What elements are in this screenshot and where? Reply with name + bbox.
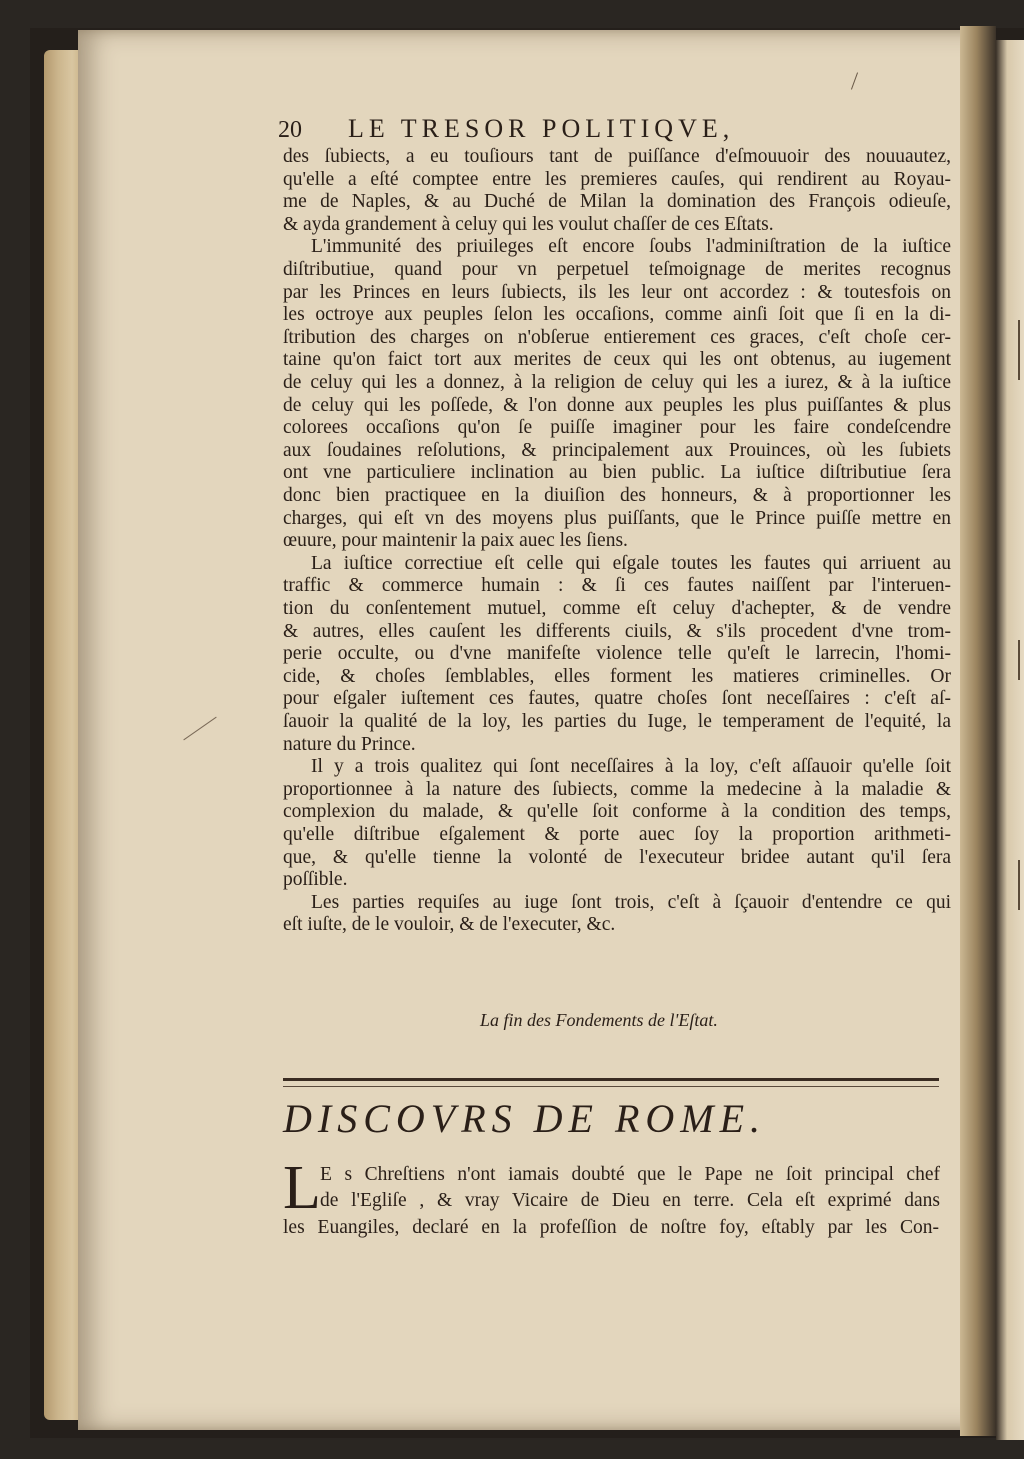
text-line: qu'elle a eſté comptee entre les premieres cauſes, qui rendirent au Royau- xyxy=(283,168,951,190)
text-line: que, & qu'elle tienne la volonté de l'executeur bridee autant qu'il ſera xyxy=(283,846,951,868)
section-title: DISCOVRS DE ROME. xyxy=(283,1096,767,1141)
drop-cap: L xyxy=(283,1154,321,1222)
section-text-line: de l'Egliſe , & vray Vicaire de Dieu en terre. Cela eſt exprimé dans xyxy=(320,1190,940,1211)
section-divider-thin xyxy=(283,1086,939,1087)
text-line: & autres, elles cauſent les differents ciuils, & s'ils procedent d'vne trom- xyxy=(283,620,951,642)
text-line: perie occulte, ou d'vne manifeſte violence telle qu'eſt le larrecin, l'homi- xyxy=(283,643,951,665)
section-divider xyxy=(283,1078,939,1081)
text-line: taine qu'on faict tort aux merites de ceux qui les ont obtenus, au iugement xyxy=(283,349,951,371)
section-text-line: E s Chreſtiens n'ont iamais doubté que le Pape ne ſoit principal chef xyxy=(320,1164,940,1185)
text-line: de celuy qui les poſſede, & l'on donne aux peuples les plus puiſſantes & plus xyxy=(283,394,951,416)
text-line: par les Princes en leurs ſubiects, ils les leur ont accordez : & toutesfois on xyxy=(283,281,951,303)
running-title: LE TRESOR POLITIQVE, xyxy=(348,114,735,143)
text-line: ſauoir la qualité de la loy, les parties du Iuge, le temperament de l'equité, la xyxy=(283,711,951,732)
text-line: les octroye aux peuples ſelon les occaſions, comme ainſi ſoit que ſi en la di- xyxy=(283,304,951,326)
section-text-line: les Euangiles, declaré en la profeſſion de noſtre foy, eſtably par les Con- xyxy=(283,1217,939,1238)
text-line: me de Naples, & au Duché de Milan la domination des François odieuſe, xyxy=(283,191,951,213)
text-line: traffic & commerce humain : & ſi ces fautes naiſſent par l'interuen- xyxy=(283,575,951,597)
text-line: tion du conſentement mutuel, comme eſt celuy d'achepter, & de vendre xyxy=(283,598,951,619)
text-line: charges, qui eſt vn des moyens plus puiſſants, que le Prince puiſſe mettre en xyxy=(283,507,951,529)
text-line: complexion du malade, & qu'elle ſoit conforme à la condition des temps, xyxy=(283,801,951,823)
page-number: 20 xyxy=(278,117,302,143)
facing-page-mark xyxy=(1018,320,1020,380)
text-line: ont vne particuliere inclination au bien public. La iuſtice diſtributiue ſera xyxy=(283,462,951,484)
section-end-note: La fin des Fondements de l'Eſtat. xyxy=(480,1010,718,1030)
text-line: proportionnee à la nature des ſubiects, comme la medecine à la maladie & xyxy=(283,778,951,800)
text-line: nature du Prince. xyxy=(283,733,416,755)
facing-page-mark xyxy=(1018,640,1020,680)
text-line: œuure, pour maintenir la paix auec les ſiens. xyxy=(283,530,628,552)
text-line: qu'elle diſtribue eſgalement & porte auec ſoy la proportion arithmeti- xyxy=(283,824,951,845)
facing-page-mark xyxy=(1018,860,1020,910)
text-line: aux ſoudaines reſolutions, & principalement aux Prouinces, où les ſubiets xyxy=(283,439,951,461)
text-line: Il y a trois qualitez qui ſont neceſſaires à la loy, c'eſt aſſauoir qu'elle ſoit xyxy=(311,756,951,778)
text-line: diſtributiue, quand pour vn perpetuel teſmoignage de merites recognus xyxy=(283,259,951,280)
text-line: & ayda grandement à celuy qui les voulut chaſſer de ces Eſtats. xyxy=(283,213,774,235)
facing-page-edge xyxy=(996,40,1024,1440)
text-line: donc bien practiquee en la diuiſion des honneurs, & à proportionner les xyxy=(283,485,951,506)
text-line: ſtribution des charges on n'obſerue entierement ces graces, c'eſt choſe cer- xyxy=(283,326,951,348)
book-gutter xyxy=(960,26,996,1436)
text-line: pour eſgaler iuſtement ces fautes, quatre choſes ſont neceſſaires : c'eſt aſ- xyxy=(283,688,951,710)
running-header xyxy=(278,114,818,144)
text-line: des ſubiects, a eu touſiours tant de puiſſance d'eſmouuoir des nouuautez, xyxy=(283,146,951,167)
text-line: eſt iuſte, de le vouloir, & de l'executer, &c. xyxy=(283,914,616,936)
text-line: cide, & choſes ſemblables, elles forment les matieres criminelles. Or xyxy=(283,665,951,687)
text-line: de celuy qui les a donnez, à la religion de celuy qui les a iurez, & à la iuſtice xyxy=(283,372,951,393)
text-line: poſſible. xyxy=(283,869,348,891)
text-line: colorees occaſions qu'on ſe puiſſe imaginer pour les faire condeſcendre xyxy=(283,417,951,439)
text-line: L'immunité des priuileges eſt encore ſoubs l'adminiſtration de la iuſtice xyxy=(311,236,951,258)
text-line: Les parties requiſes au iuge ſont trois, c'eſt à ſçauoir d'entendre ce qui xyxy=(311,891,951,913)
text-line: La iuſtice correctiue eſt celle qui eſgale toutes les fautes qui arriuent au xyxy=(311,552,951,574)
